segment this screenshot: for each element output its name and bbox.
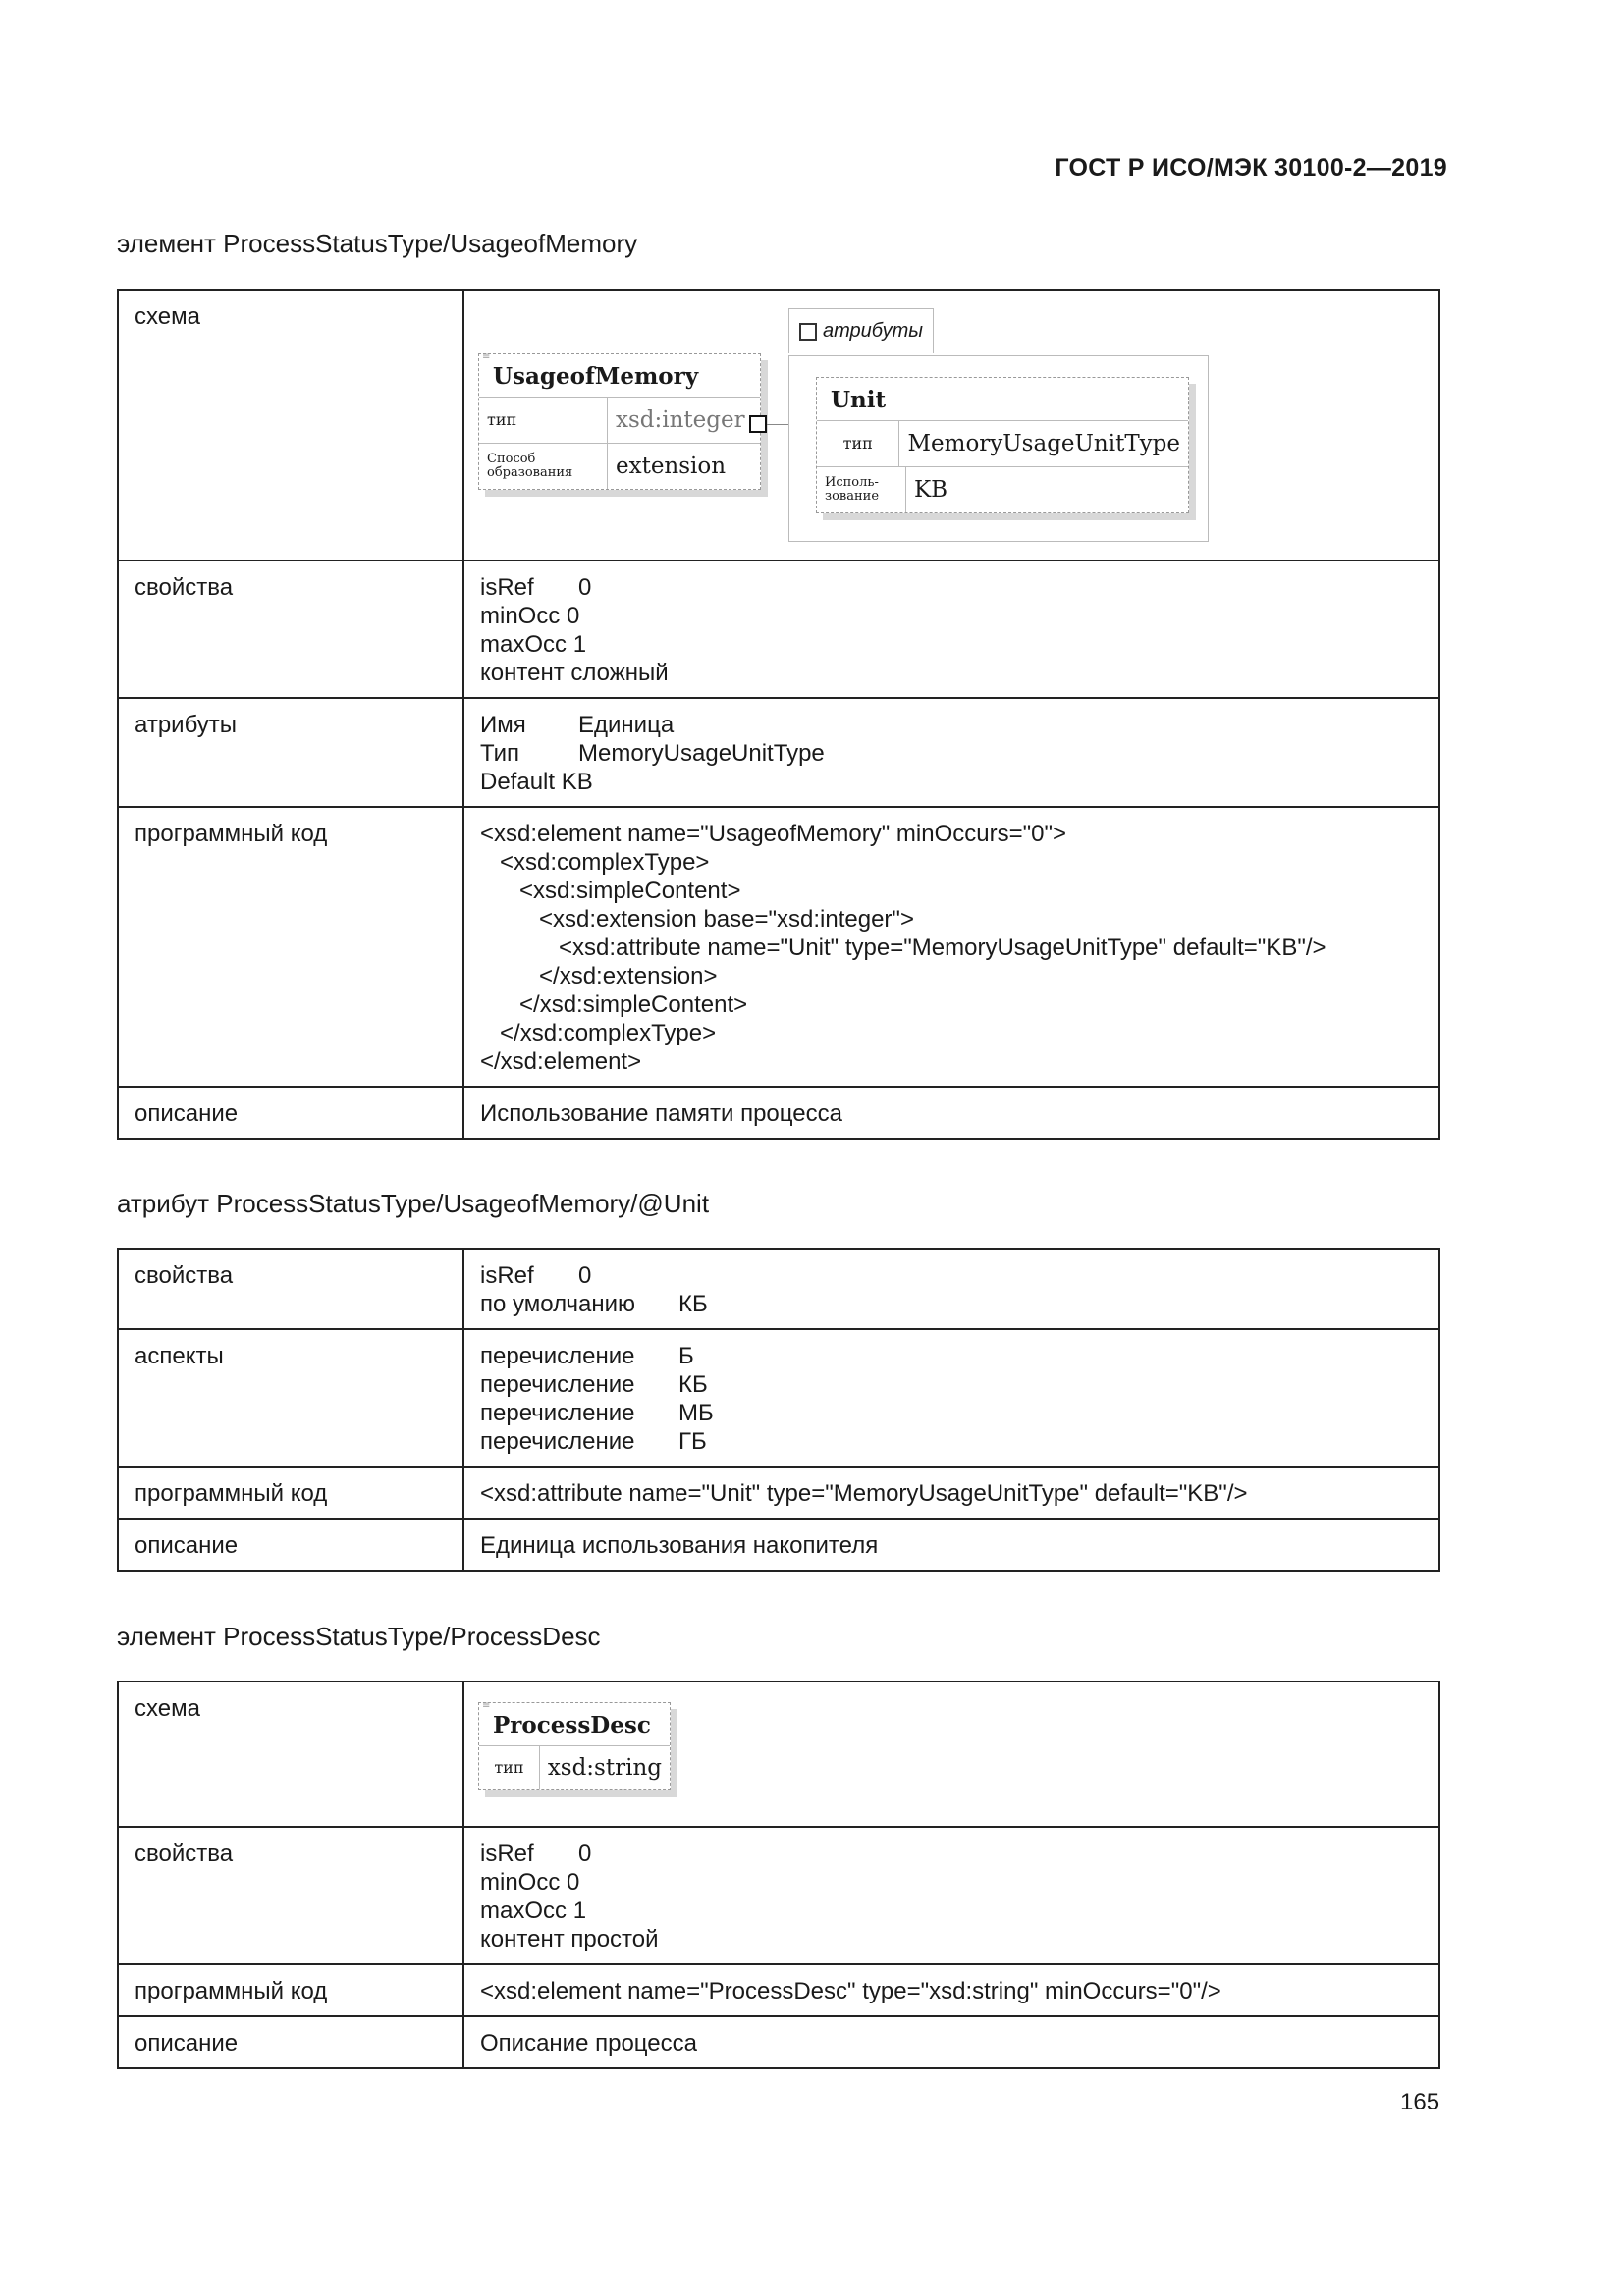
properties-label: свойства: [118, 1249, 463, 1329]
grip-icon: ≡: [482, 1700, 491, 1711]
processdesc-table: [117, 1681, 1440, 2069]
description-value: Единица использования накопителя: [463, 1519, 1439, 1571]
element-name: ProcessDesc: [479, 1703, 670, 1746]
properties-cell: [463, 1827, 1439, 1964]
code-line: </xsd:element>: [480, 1048, 642, 1075]
code-label: программный код: [118, 1964, 463, 2016]
attribute-name: Unit: [817, 378, 1188, 421]
description-label: описание: [118, 2016, 463, 2068]
description-value: Использование памяти процесса: [463, 1087, 1439, 1139]
prop-key: isRef: [480, 1841, 534, 1867]
unit-attribute-table: [117, 1248, 1440, 1572]
facet-value: МБ: [678, 1400, 714, 1426]
properties-cell: [463, 561, 1439, 698]
facet-key: перечисление: [480, 1428, 635, 1455]
section-title-processdesc: элемент ProcessStatusType/ProcessDesc: [117, 1622, 601, 1651]
attr-type-value: MemoryUsageUnitType: [907, 430, 1180, 456]
attr-key: Default: [480, 769, 556, 795]
schema-cell: [463, 290, 1439, 561]
prop-value: 1: [572, 1897, 587, 1924]
prop-value: простой: [570, 1926, 659, 1952]
expand-attributes-icon[interactable]: [749, 415, 767, 433]
section-title-unit-attribute: атрибут ProcessStatusType/UsageofMemory/@Unit: [117, 1189, 710, 1218]
grip-icon: ≡: [482, 351, 491, 362]
code-label: программный код: [118, 807, 463, 1087]
element-name: UsageofMemory: [479, 354, 760, 398]
page-number: 165: [1400, 2089, 1440, 2115]
prop-value: 0: [578, 1262, 592, 1289]
code-line: <xsd:attribute name="Unit" type="MemoryUsageUnitType" default="KB"/>: [463, 1467, 1439, 1519]
code-line: </xsd:complexType>: [480, 1020, 717, 1046]
type-value: xsd:integer: [616, 406, 745, 433]
prop-key: isRef: [480, 1262, 534, 1289]
prop-key: minOcc: [480, 603, 561, 629]
prop-key: контент: [480, 660, 565, 686]
attributes-tab-label: атрибуты: [823, 320, 923, 342]
facet-key: перечисление: [480, 1400, 635, 1426]
attr-use-value: KB: [914, 476, 948, 503]
schema-label: схема: [118, 290, 463, 561]
prop-key: isRef: [480, 574, 534, 601]
code-line: <xsd:attribute name="Unit" type="MemoryUsageUnitType" default="KB"/>: [480, 934, 1326, 961]
attr-value: Единица: [578, 712, 675, 738]
description-label: описание: [118, 1519, 463, 1571]
facets-label: аспекты: [118, 1329, 463, 1467]
prop-value: КБ: [678, 1291, 708, 1317]
attr-use-key: Исполь-зование: [817, 467, 906, 512]
attr-value: KB: [561, 769, 593, 795]
element-box-usageofmemory: [478, 353, 761, 490]
schema-cell: [463, 1682, 1439, 1827]
prop-key: maxOcc: [480, 631, 568, 658]
attr-key: Имя: [480, 712, 526, 738]
method-key: Способ образования: [479, 444, 608, 489]
checkbox-icon: [799, 323, 817, 341]
method-value: extension: [616, 453, 727, 479]
schema-label: схема: [118, 1682, 463, 1827]
schema-diagram: [464, 1682, 1438, 1826]
attribute-box-unit: [816, 377, 1189, 513]
code-line: <xsd:element name="UsageofMemory" minOccurs="0">: [480, 821, 1066, 847]
facet-key: перечисление: [480, 1343, 635, 1369]
element-box-processdesc: [478, 1702, 671, 1790]
prop-value: 0: [578, 1841, 592, 1867]
code-line: <xsd:complexType>: [480, 849, 710, 876]
properties-label: свойства: [118, 561, 463, 698]
facet-value: ГБ: [678, 1428, 707, 1455]
facets-cell: [463, 1329, 1439, 1467]
prop-key: контент: [480, 1926, 565, 1952]
code-line: </xsd:extension>: [480, 963, 718, 989]
prop-value: сложный: [570, 660, 669, 686]
code-line: <xsd:element name="ProcessDesc" type="xsd:string" minOccurs="0"/>: [463, 1964, 1439, 2016]
prop-value: 1: [572, 631, 587, 658]
attributes-cell: [463, 698, 1439, 807]
attr-key: Тип: [480, 740, 520, 767]
code-line: <xsd:extension base="xsd:integer">: [480, 906, 914, 933]
schema-diagram: [464, 291, 1438, 560]
prop-key: maxOcc: [480, 1897, 568, 1924]
document-header: ГОСТ Р ИСО/МЭК 30100-2—2019: [1055, 154, 1447, 182]
usageofmemory-table: [117, 289, 1440, 1140]
attributes-tab[interactable]: [788, 308, 934, 353]
description-label: описание: [118, 1087, 463, 1139]
prop-value: 0: [578, 574, 592, 601]
facet-value: Б: [678, 1343, 694, 1369]
code-line: </xsd:simpleContent>: [480, 991, 748, 1018]
attr-type-key: тип: [817, 421, 899, 466]
prop-value: 0: [567, 603, 580, 629]
description-value: Описание процесса: [463, 2016, 1439, 2068]
type-value: xsd:string: [547, 1754, 662, 1781]
prop-key: по умолчанию: [480, 1291, 636, 1317]
type-key: тип: [479, 398, 608, 443]
facet-key: перечисление: [480, 1371, 635, 1398]
attributes-label: атрибуты: [118, 698, 463, 807]
facet-value: КБ: [678, 1371, 708, 1398]
properties-cell: [463, 1249, 1439, 1329]
code-label: программный код: [118, 1467, 463, 1519]
section-title-usageofmemory: элемент ProcessStatusType/UsageofMemory: [117, 229, 638, 258]
type-key: тип: [479, 1746, 540, 1789]
properties-label: свойства: [118, 1827, 463, 1964]
attr-value: MemoryUsageUnitType: [578, 740, 825, 767]
prop-value: 0: [567, 1869, 580, 1896]
connector-line: [767, 424, 788, 425]
code-cell: [463, 807, 1439, 1087]
prop-key: minOcc: [480, 1869, 561, 1896]
code-line: <xsd:simpleContent>: [480, 878, 741, 904]
